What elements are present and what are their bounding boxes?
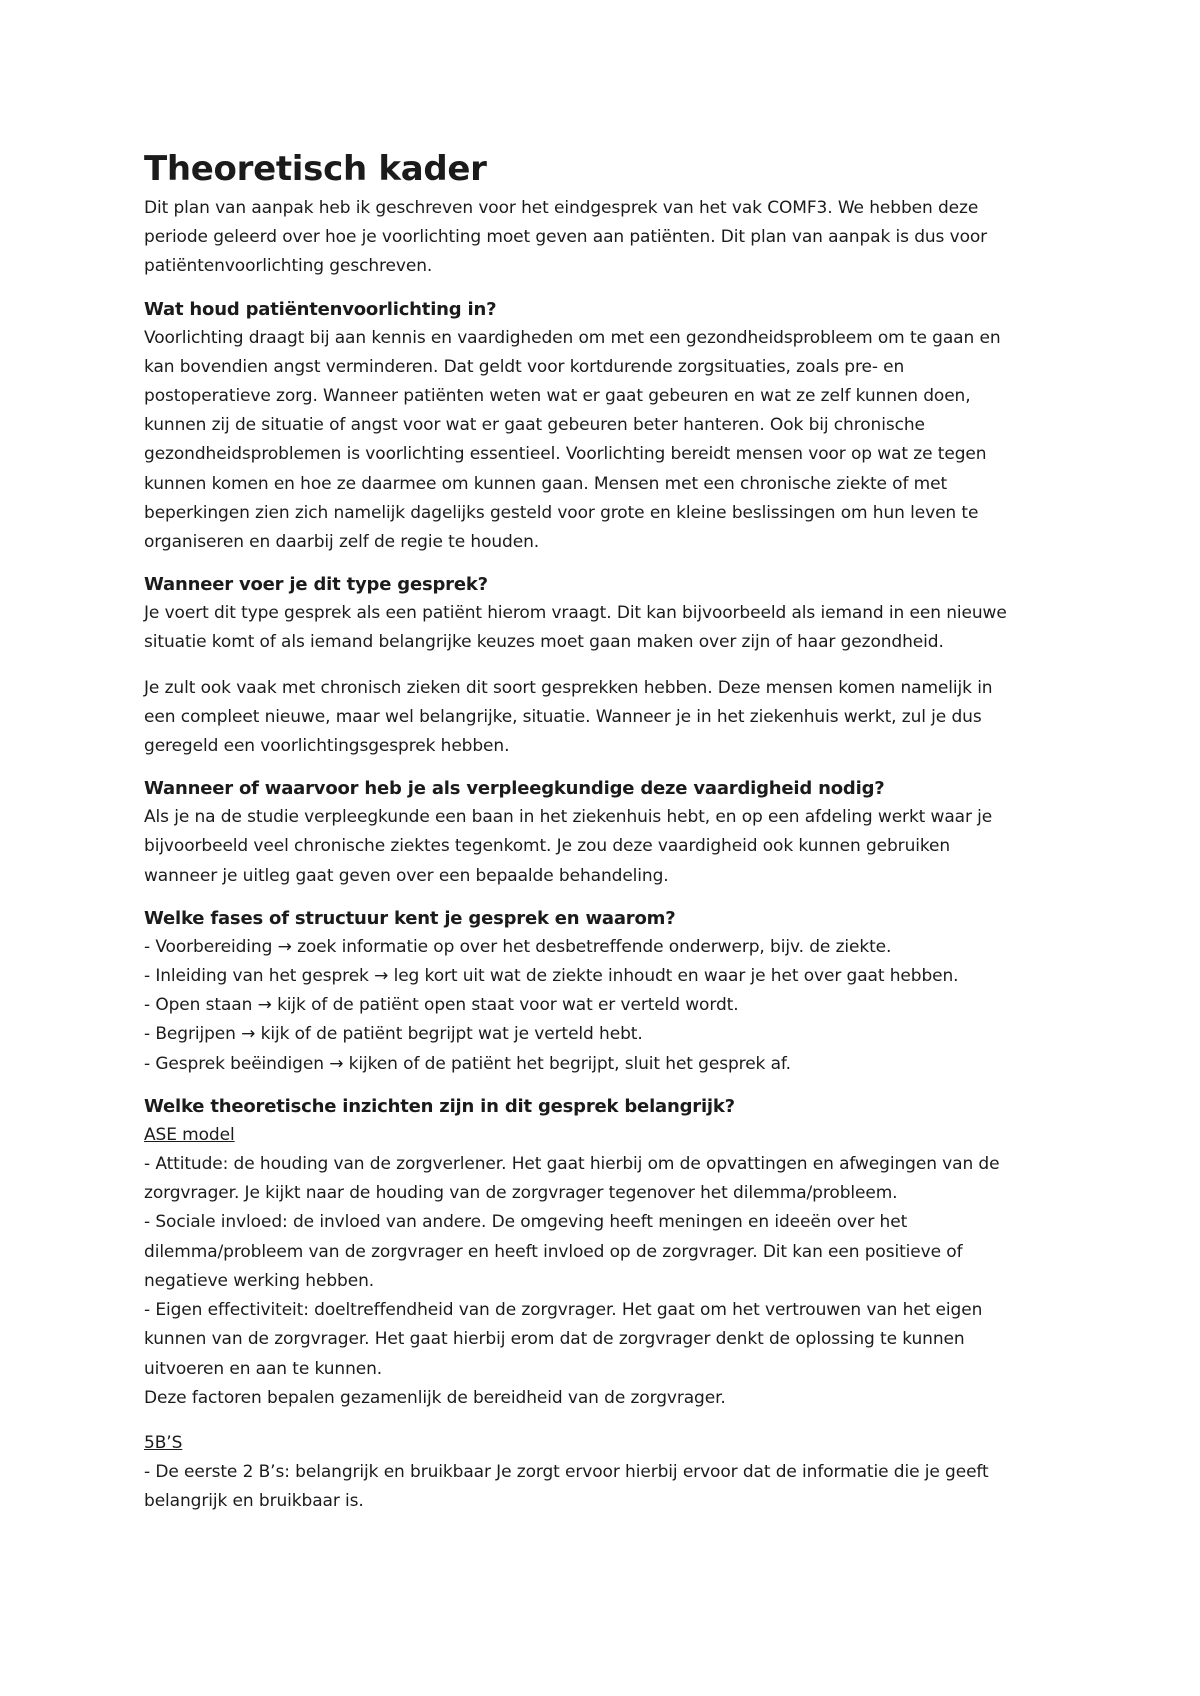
phase-label: - Gesprek beëindigen (144, 1053, 324, 1074)
document-title: Theoretisch kader (144, 149, 487, 189)
text-line: situatie komt of als iemand belangrijke keuzes moet gaan maken over zijn of haar gezondheid. (144, 632, 944, 653)
text-line: Voorlichting draagt bij aan kennis en vaardigheden om met een gezondheidsprobleem om te gaan en (144, 327, 1001, 348)
phase-text: zoek informatie op over het desbetreffende onderwerp, bijv. de ziekte. (297, 936, 892, 957)
section-heading: Wanneer of waarvoor heb je als verpleegkundige deze vaardigheid nodig? (144, 778, 885, 800)
text-line: zorgvrager. Je kijkt naar de houding van de zorgvrager tegenover het dilemma/probleem. (144, 1183, 898, 1204)
section-body (144, 1121, 1100, 1517)
text-line: periode geleerd over hoe je voorlichting moet geven aan patiënten. Dit plan van aanpak is dus voor (144, 227, 988, 248)
text-line: kunnen zij de situatie of angst voor wat er gaat gebeuren beter hanteren. Ook bij chronische (144, 415, 925, 436)
intro-paragraph (144, 194, 1100, 282)
phase-label: - Begrijpen (144, 1024, 236, 1045)
text-line: een compleet nieuwe, maar wel belangrijke, situatie. Wanneer je in het ziekenhuis werkt, zul je dus (144, 706, 982, 727)
arrow-icon: → (277, 936, 292, 957)
section-heading: Welke fases of structuur kent je gesprek en waarom? (144, 907, 676, 929)
text-line: - Attitude: de houding van de zorgverlener. Het gaat hierbij om de opvattingen en afwegingen van de (144, 1154, 1000, 1175)
text-line: patiëntenvoorlichting geschreven. (144, 256, 433, 277)
text-line: uitvoeren en aan te kunnen. (144, 1358, 383, 1379)
text-line: Dit plan van aanpak heb ik geschreven voor het eindgesprek van het vak COMF3. We hebben deze (144, 198, 979, 218)
phase-text: kijk of de patiënt begrijpt wat je verteld hebt. (260, 1024, 643, 1045)
phase-text: kijk of de patiënt open staat voor wat er verteld wordt. (277, 995, 739, 1016)
text-line: belangrijk en bruikbaar is. (144, 1491, 364, 1512)
text-line: bijvoorbeeld veel chronische ziektes tegenkomt. Je zou deze vaardigheid ook kunnen gebruiken (144, 836, 951, 857)
phase-text: kijken of de patiënt het begrijpt, sluit het gesprek af. (348, 1053, 791, 1074)
list-item (144, 1050, 1100, 1079)
text-line: Als je na de studie verpleegkunde een baan in het ziekenhuis hebt, en op een afdeling werkt waar je (144, 807, 993, 828)
list-item (144, 1020, 1100, 1049)
text-line: dilemma/probleem van de zorgvrager en heeft invloed op de zorgvrager. Dit kan een positieve of (144, 1241, 963, 1262)
section-heading: Wanneer voer je dit type gesprek? (144, 574, 488, 596)
phase-label: - Voorbereiding (144, 936, 273, 957)
text-line: organiseren en daarbij zelf de regie te houden. (144, 532, 540, 553)
text-line: - De eerste 2 B’s: belangrijk en bruikbaar Je zorgt ervoor hierbij ervoor dat de informatie die je geeft (144, 1462, 989, 1483)
text-line: - Eigen effectiviteit: doeltreffendheid van de zorgvrager. Het gaat om het vertrouwen van het eigen (144, 1300, 983, 1321)
section-body (144, 599, 1100, 761)
text-line: kan bovendien angst verminderen. Dat geldt voor kortdurende zorgsituaties, zoals pre- en (144, 356, 905, 377)
text-line: kunnen komen en hoe ze daarmee om kunnen gaan. Mensen met een chronische ziekte of met (144, 473, 948, 494)
text-line: wanneer je uitleg gaat geven over een bepaalde behandeling. (144, 865, 669, 886)
text-line: gezondheidsproblemen is voorlichting essentieel. Voorlichting bereidt mensen voor op wat ze tegen (144, 444, 987, 465)
text-line: Je zult ook vaak met chronisch zieken dit soort gesprekken hebben. Deze mensen komen namelijk in (144, 677, 993, 698)
subheading-5bs: 5B’S (144, 1432, 183, 1453)
text-line: Deze factoren bepalen gezamenlijk de bereidheid van de zorgvrager. (144, 1387, 726, 1408)
text-line: geregeld een voorlichtingsgesprek hebben. (144, 736, 510, 757)
section-body (144, 324, 1100, 558)
phase-list (144, 933, 1100, 1079)
subheading-ase-model: ASE model (144, 1124, 235, 1145)
phase-text: leg kort uit wat de ziekte inhoudt en waar je het over gaat hebben. (393, 966, 959, 987)
text-line: negatieve werking hebben. (144, 1270, 375, 1291)
arrow-icon: → (374, 966, 389, 987)
phase-label: - Inleiding van het gesprek (144, 966, 369, 987)
text-line: kunnen van de zorgvrager. Het gaat hierbij erom dat de zorgvrager denkt de oplossing te kunnen (144, 1329, 965, 1350)
list-item (144, 933, 1100, 962)
arrow-icon: → (257, 995, 272, 1016)
arrow-icon: → (329, 1053, 344, 1074)
text-line: beperkingen zien zich namelijk dagelijks gesteld voor grote en kleine beslissingen om hun leven te (144, 502, 979, 523)
section-heading: Wat houd patiëntenvoorlichting in? (144, 298, 497, 320)
arrow-icon: → (241, 1024, 256, 1045)
section-body (144, 803, 1100, 891)
text-line: - Sociale invloed: de invloed van andere. De omgeving heeft meningen en ideeën over het (144, 1212, 908, 1233)
section-heading: Welke theoretische inzichten zijn in dit gesprek belangrijk? (144, 1095, 735, 1117)
list-item (144, 991, 1100, 1020)
list-item (144, 962, 1100, 991)
text-line: Je voert dit type gesprek als een patiënt hierom vraagt. Dit kan bijvoorbeeld als iemand in een nieuwe (144, 603, 1007, 624)
text-line: postoperatieve zorg. Wanneer patiënten weten wat er gaat gebeuren en wat ze zelf kunnen doen, (144, 386, 971, 407)
phase-label: - Open staan (144, 995, 253, 1016)
